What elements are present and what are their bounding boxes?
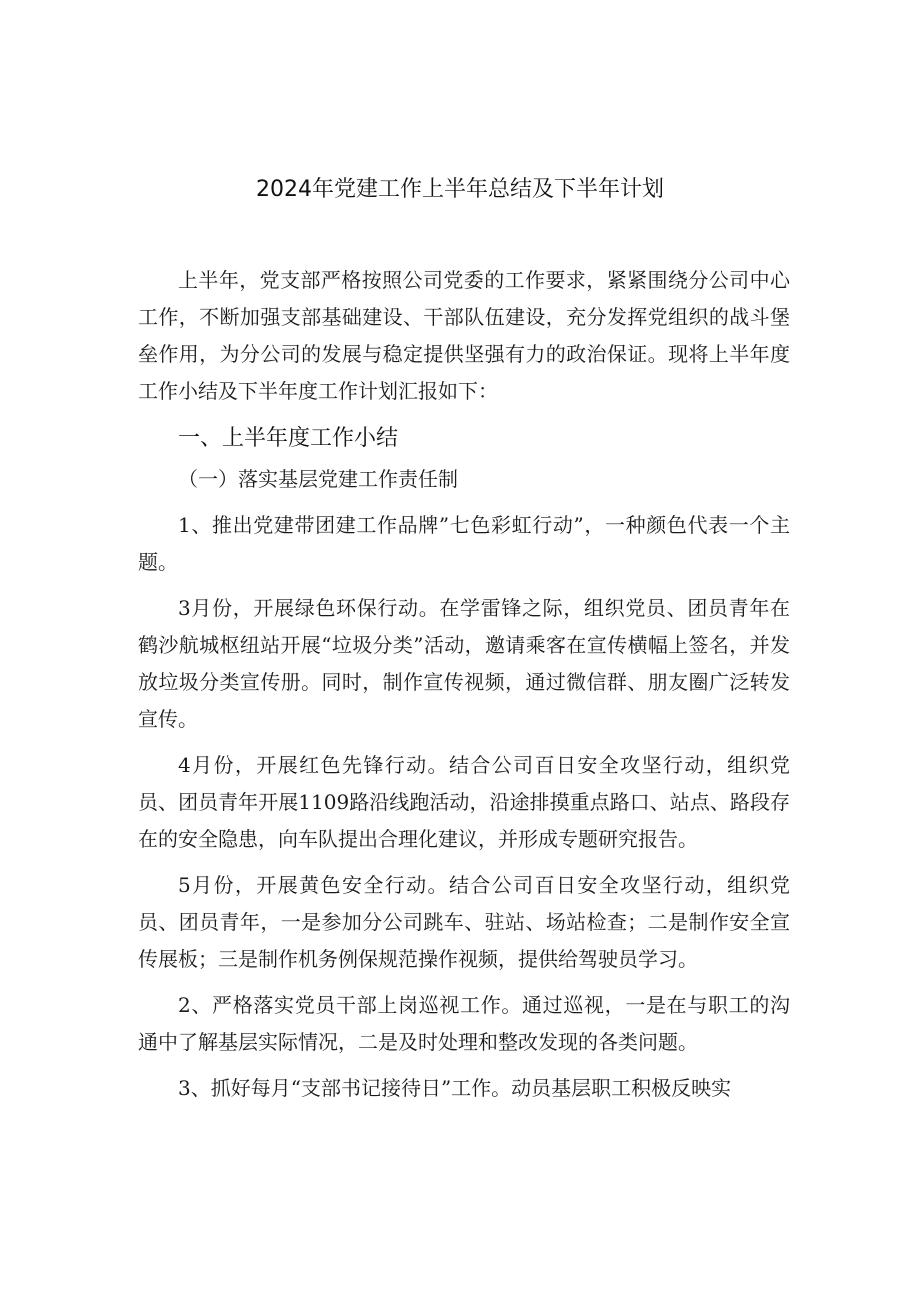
document-body (138, 262, 790, 1107)
document-title: 2024年党建工作上半年总结及下半年计划 (256, 177, 664, 202)
item-3-paragraph: 3、抓好每月“支部书记接待日”工作。动员基层职工积极反映实 (178, 1076, 732, 1100)
april-paragraph: 4月份，开展红色先锋行动。结合公司百日安全攻坚行动，组织党员、团员青年开展1109路沿线跑活动，沿途排摸重点路口、站点、路段存在的安全隐患，向车队提出合理化建议，并形成专题研究报告。 (138, 753, 790, 851)
may-paragraph: 5月份，开展黄色安全行动。结合公司百日安全攻坚行动，组织党员、团员青年，一是参加分公司跳车、驻站、场站检查；二是制作安全宣传展板；三是制作机务例保规范操作视频，提供给驾驶员学习。 (138, 873, 790, 971)
march-paragraph: 3月份，开展绿色环保行动。在学雷锋之际，组织党员、团员青年在鹤沙航城枢纽站开展“垃圾分类”活动，邀请乘客在宣传横幅上签名，并发放垃圾分类宣传册。同时，制作宣传视频，通过微信群、朋友圈广泛转发宣传。 (138, 596, 790, 731)
item-2-paragraph: 2、严格落实党员干部上岗巡视工作。通过巡视，一是在与职工的沟通中了解基层实际情况，二是及时处理和整改发现的各类问题。 (138, 993, 790, 1054)
intro-paragraph: 上半年，党支部严格按照公司党委的工作要求，紧紧围绕分公司中心工作，不断加强支部基础建设、干部队伍建设，充分发挥党组织的战斗堡垒作用，为分公司的发展与稳定提供坚强有力的政治保证。现将上半年度工作小结及下半年度工作计划汇报如下： (138, 268, 790, 403)
subsection-heading: （一）落实基层党建工作责任制 (178, 467, 458, 491)
section-heading: 一、上半年度工作小结 (178, 426, 399, 451)
item-1-paragraph: 1、推出党建带团建工作品牌”七色彩虹行动”，一种颜色代表一个主题。 (138, 513, 790, 574)
